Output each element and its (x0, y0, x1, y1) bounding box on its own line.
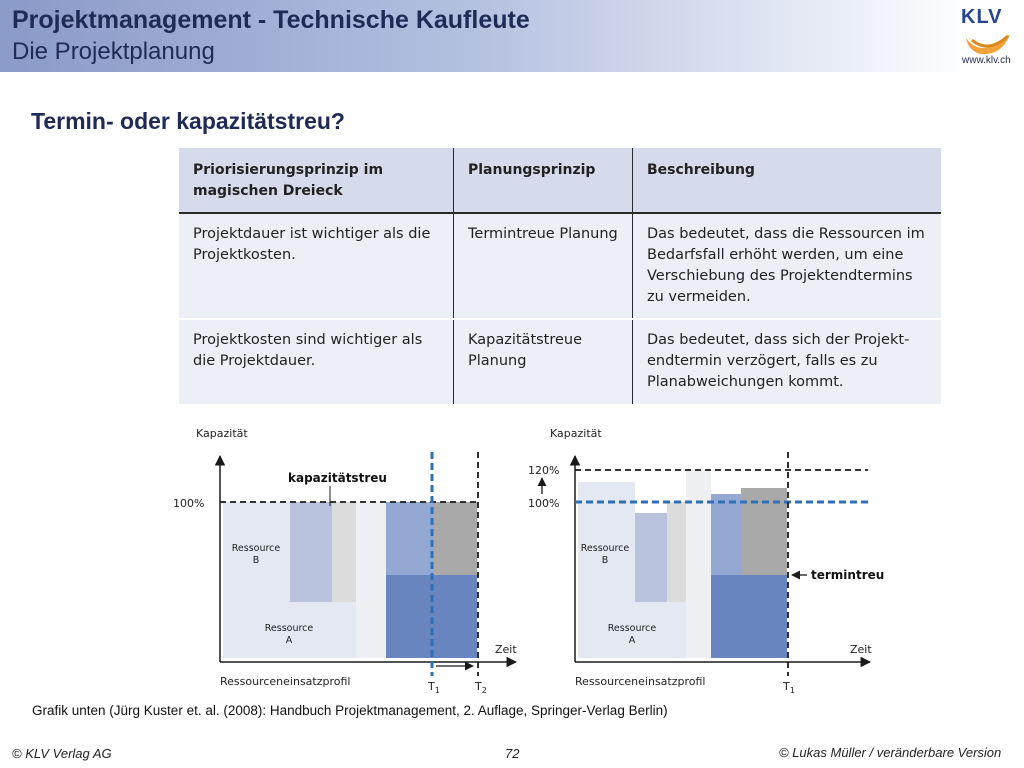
t2-label: $T_2$ (475, 680, 487, 695)
figure-caption: Grafik unten (Jürg Kuster et. al. (2008): Handbuch Projektmanagement, 2. Auflage, Springer-Verlag Berlin) (32, 703, 668, 718)
footer-author: © Lukas Müller / veränderbare Version (779, 745, 1002, 760)
resource-b-block (434, 502, 477, 575)
y-axis-label: Kapazität (196, 427, 248, 440)
annotation-label: kapazitätstreu (288, 471, 387, 485)
t1-label: $T_1$ (783, 680, 795, 695)
x-axis-label: Zeit (850, 643, 872, 656)
deadline-loyal-diagram (528, 427, 884, 695)
footer-copyright: © KLV Verlag AG (12, 746, 112, 761)
table-header-cell: Priorisierungsprinzip im magischen Dreieck (179, 148, 454, 213)
resource-b-block (667, 502, 686, 602)
table-row (179, 213, 941, 319)
page-number: 72 (505, 746, 520, 761)
logo-url: www.klv.ch (962, 55, 1011, 66)
resource-b-block (386, 502, 434, 575)
resource-b-block (711, 494, 741, 575)
resource-a-label: Ressource A (264, 623, 314, 646)
level-100-label: 100% (528, 497, 560, 510)
y-axis-label: Kapazität (550, 427, 602, 440)
resource-a-block (711, 575, 787, 658)
header-bar (0, 0, 1024, 72)
resource-block (356, 502, 386, 658)
logo-text: KLV (961, 6, 1003, 28)
table-cell: Kapazitätstreue Planung (454, 319, 633, 404)
table-header-cell: Beschreibung (633, 148, 942, 213)
resource-b-block (290, 502, 332, 602)
capacity-loyal-diagram (173, 427, 517, 695)
resource-a-label: Ressource A (607, 623, 657, 646)
resource-block (686, 470, 711, 658)
resource-b-block (332, 502, 356, 602)
table-cell: Das bedeutet, dass sich der Projektendtermin verzögert, falls es zu Planabweichungen kommt. (633, 319, 942, 404)
planning-principles-table (179, 148, 941, 404)
table-cell: Termintreue Planung (454, 213, 633, 319)
resource-b-block (635, 513, 667, 602)
resource-b-block (578, 482, 635, 602)
profile-label: Ressourceneinsatzprofil (220, 675, 351, 688)
table-header-row (179, 148, 941, 213)
table-cell: Projektdauer ist wichtiger als die Projektkosten. (179, 213, 454, 319)
presentation-subtitle: Die Projektplanung (12, 38, 215, 65)
level-100-label: 100% (173, 497, 205, 510)
resource-profile-diagrams (160, 420, 900, 702)
table-row (179, 319, 941, 404)
level-120-label: 120% (528, 464, 560, 477)
table-cell: Das bedeutet, dass die Ressourcen im Bedarfsfall erhöht werden, um eine Verschiebung des Projektendtermins zu vermeiden. (633, 213, 942, 319)
table-header-cell: Planungsprinzip (454, 148, 633, 213)
section-title: Termin- oder kapazitätstreu? (31, 108, 345, 134)
resource-b-label: Ressource B (580, 543, 630, 566)
profile-label: Ressourceneinsatzprofil (575, 675, 706, 688)
presentation-title: Projektmanagement - Technische Kaufleute (12, 6, 530, 34)
annotation-label: termintreu (811, 568, 885, 582)
t1-label: $T_1$ (428, 680, 440, 695)
resource-b-label: Ressource B (231, 543, 281, 566)
x-axis-label: Zeit (495, 643, 517, 656)
table-cell: Projektkosten sind wichtiger als die Projektdauer. (179, 319, 454, 404)
